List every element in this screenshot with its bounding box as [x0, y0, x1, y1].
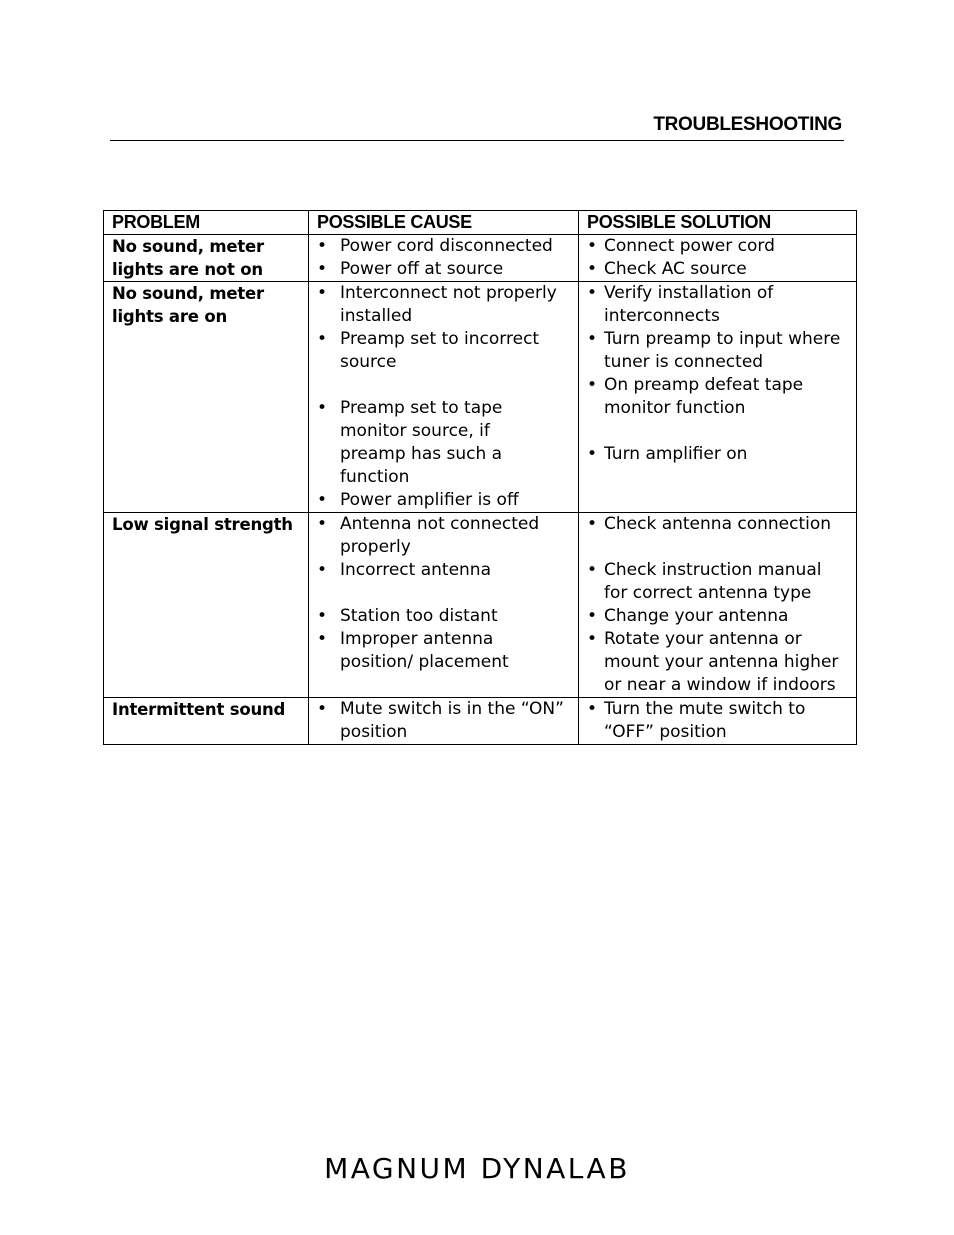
list-item: • Power off at source — [317, 259, 504, 279]
list-item: • Station too distant — [317, 606, 498, 626]
header-possible-solution: POSSIBLE SOLUTION — [579, 211, 857, 235]
problem-cell: No sound, meter lights are on — [104, 282, 309, 513]
list-item: • Mute switch is in the “ON” position — [317, 699, 564, 742]
cause-cell — [309, 513, 579, 698]
problem-cell: No sound, meter lights are not on — [104, 235, 309, 282]
table-row — [104, 513, 857, 698]
list-item: • Power amplifier is off — [317, 490, 519, 510]
solution-cell — [579, 513, 857, 698]
list-item: • On preamp defeat tape monitor function — [587, 375, 804, 418]
page-title: TROUBLESHOOTING — [653, 114, 842, 135]
list-item: • Turn amplifier on — [587, 444, 748, 464]
table-row — [104, 698, 857, 745]
header-problem: PROBLEM — [104, 211, 309, 235]
table-row — [104, 235, 857, 282]
cause-cell — [309, 282, 579, 513]
list-item: • Change your antenna — [587, 606, 789, 626]
solution-cell — [579, 698, 857, 745]
list-item: • Turn preamp to input where tuner is connected — [587, 329, 841, 372]
header-divider — [110, 140, 844, 141]
list-item: • Connect power cord — [587, 236, 775, 256]
list-item: • Check instruction manual for correct antenna type — [587, 560, 822, 603]
list-item: • Preamp set to incorrect source — [317, 329, 540, 372]
list-item: • Improper antenna position/ placement — [317, 629, 509, 672]
list-item: • Interconnect not properly installed — [317, 283, 557, 326]
list-item: • Verify installation of interconnects — [587, 283, 774, 326]
troubleshooting-table — [103, 210, 857, 745]
table-row — [104, 282, 857, 513]
list-item: • Antenna not connected properly — [317, 514, 540, 557]
list-item: • Check antenna connection — [587, 514, 832, 534]
cause-cell — [309, 698, 579, 745]
list-item: • Power cord disconnected — [317, 236, 553, 256]
solution-cell — [579, 235, 857, 282]
list-item: • Incorrect antenna — [317, 560, 491, 580]
list-item: • Rotate your antenna or mount your antenna higher or near a window if indoors — [587, 629, 839, 695]
table-header-row — [104, 211, 857, 235]
solution-cell — [579, 282, 857, 513]
list-item: • Preamp set to tape monitor source, if preamp has such a function — [317, 398, 503, 487]
problem-cell: Low signal strength — [104, 513, 309, 698]
header-possible-cause: POSSIBLE CAUSE — [309, 211, 579, 235]
list-item: • Turn the mute switch to “OFF” position — [587, 699, 806, 742]
brand-logo: MAGNUM DYNALAB — [324, 1152, 630, 1185]
list-item: • Check AC source — [587, 259, 747, 279]
cause-cell — [309, 235, 579, 282]
problem-cell: Intermittent sound — [104, 698, 309, 745]
